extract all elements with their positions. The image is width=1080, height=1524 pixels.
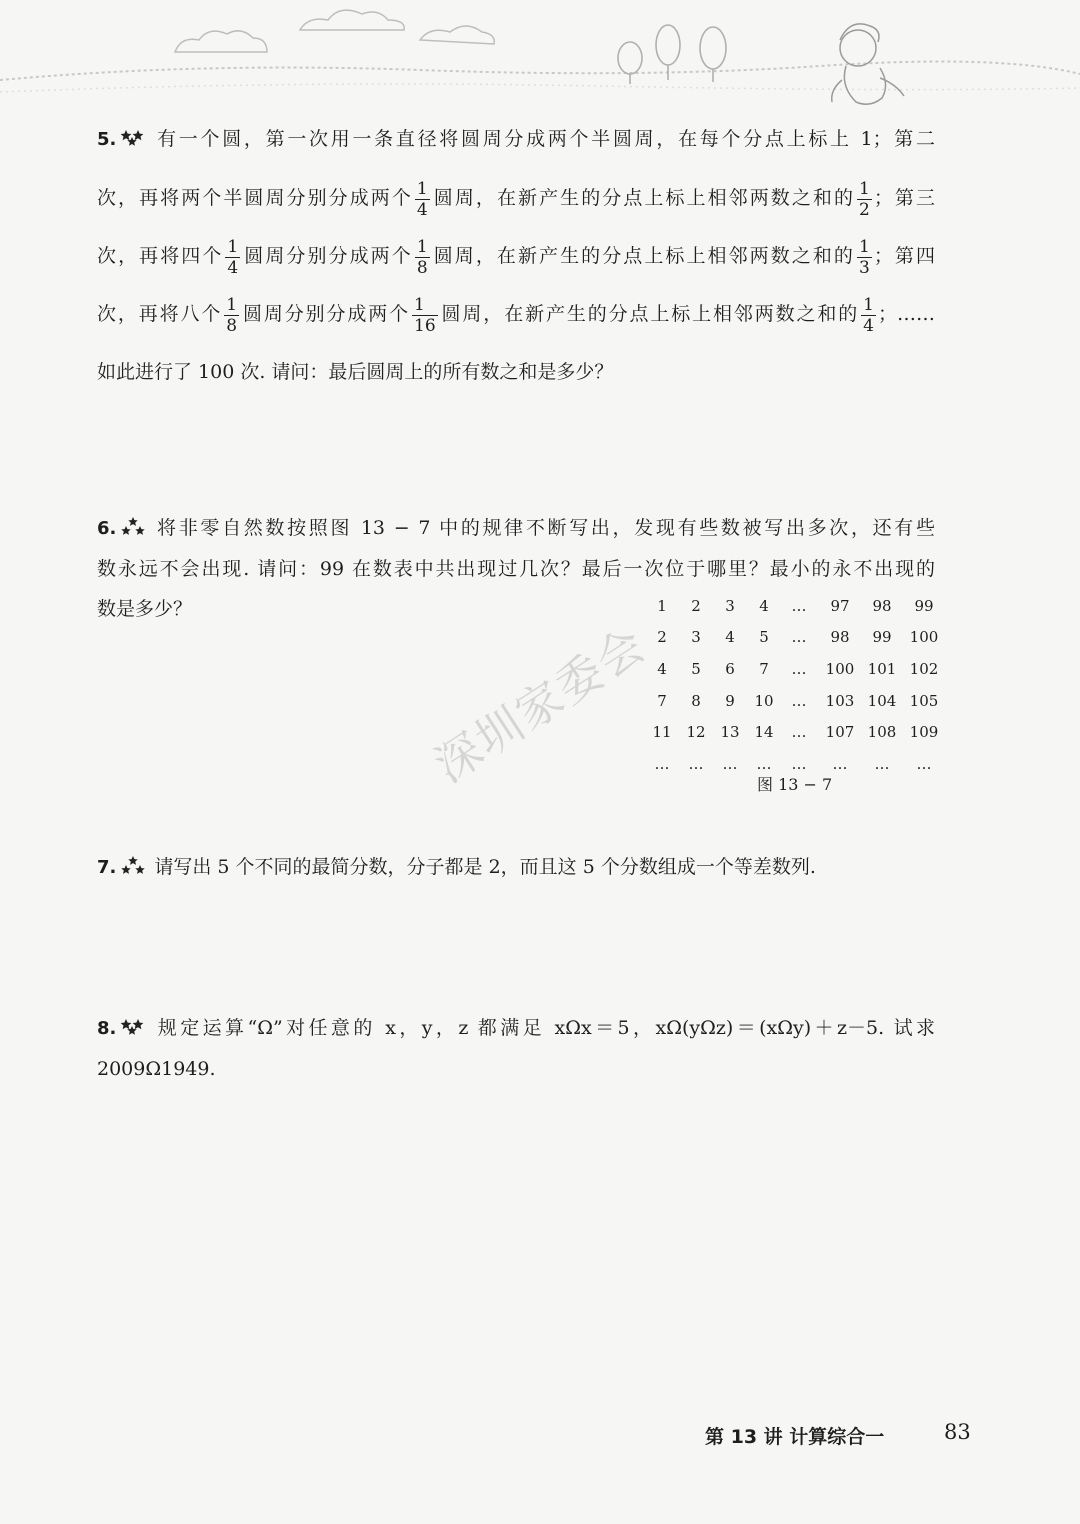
q5-text-3d: ；第四: [873, 245, 935, 267]
table-cell: 9: [725, 691, 735, 710]
cloud-icon: [175, 10, 494, 52]
fraction-1-4: $\frac{1}{4}$: [416, 178, 428, 220]
q8-text-1: 规定运算“Ω”对任意的 x，y，z 都满足 xΩx＝5，xΩ(yΩz)＝(xΩy)＋z－5. 试求: [154, 1017, 935, 1039]
table-cell: 101: [867, 659, 897, 678]
table-row: [645, 590, 947, 622]
table-cell: 10: [754, 691, 774, 710]
table-cell: 4: [725, 628, 735, 647]
question-8: [97, 1008, 935, 1089]
q5-text-2b: 圆周，在新产生的分点上标上相邻两数之和的: [431, 187, 856, 209]
q5-number: 5.: [97, 129, 117, 150]
table-cell: 98: [830, 628, 850, 647]
table-cell: 8: [691, 691, 701, 710]
q5-text-3c: 圆周，在新产生的分点上标上相邻两数之和的: [431, 245, 855, 267]
table-cell: 104: [867, 691, 897, 710]
table-cell: …: [791, 723, 807, 742]
table-cell: 4: [759, 596, 769, 615]
q5-text-3b: 圆周分别分成两个: [242, 245, 413, 267]
table-cell: 5: [759, 628, 769, 647]
table-cell: 3: [691, 628, 701, 647]
table-cell: …: [791, 659, 807, 678]
watermark: 深圳家委会: [424, 616, 656, 793]
table-cell: …: [874, 754, 890, 773]
q5-line-5: 如此进行了 100 次. 请问：最后圆周上的所有数之和是多少？: [97, 361, 614, 383]
table-cell: 13: [720, 723, 740, 742]
table-cell: 4: [657, 659, 667, 678]
page-number: 83: [944, 1420, 971, 1444]
q7-line-1: [97, 838, 935, 897]
table-cell: …: [791, 596, 807, 615]
table-cell: 103: [825, 691, 855, 710]
header-illustration: [0, 0, 1080, 120]
table-cell: 109: [909, 723, 939, 742]
table-row: [645, 685, 947, 717]
table-cell: 12: [686, 723, 706, 742]
table-cell: 7: [657, 691, 667, 710]
table-cell: 5: [691, 659, 701, 678]
table-cell: …: [688, 754, 704, 773]
q6-text-1: 将非零自然数按照图 13 − 7 中的规律不断写出，发现有些数被写出多次，还有些: [154, 517, 935, 539]
q5-text-4a: 次，再将八个: [97, 303, 223, 325]
table-row: [645, 716, 947, 748]
table-cell: 105: [909, 691, 939, 710]
fraction-1-4: $\frac{1}{4}$: [227, 236, 239, 278]
table-cell: 100: [825, 659, 855, 678]
table-cell: …: [791, 628, 807, 647]
question-5: [97, 110, 935, 401]
balloon-icon: [618, 25, 726, 84]
q5-text-4d: ；……: [877, 303, 935, 325]
fraction-1-4: $\frac{1}{4}$: [863, 294, 874, 336]
table-cell: 2: [657, 628, 667, 647]
table-cell: 99: [872, 628, 892, 647]
q7-number: 7.: [97, 857, 117, 878]
two-star-icon: [120, 128, 146, 148]
table-cell: …: [791, 754, 807, 773]
fraction-1-16: $\frac{1}{16}$: [414, 294, 436, 336]
chapter-footer: 第 13 讲 计算综合一: [705, 1426, 885, 1448]
q7-text-1: 请写出 5 个不同的最简分数，分子都是 2，而且这 5 个分数组成一个等差数列.: [154, 856, 816, 878]
table-cell: 3: [725, 596, 735, 615]
figure-caption: 图 13 − 7: [757, 775, 833, 794]
q5-text-4b: 圆周分别分成两个: [241, 303, 411, 325]
table-cell: 97: [830, 596, 850, 615]
table-cell: 1: [657, 596, 667, 615]
table-cell: 98: [872, 596, 892, 615]
table-cell: …: [832, 754, 848, 773]
question-7: [97, 838, 935, 897]
q5-text-2a: 次，再将两个半圆周分别分成两个: [97, 187, 413, 209]
table-cell: …: [791, 691, 807, 710]
table-cell: …: [654, 754, 670, 773]
fraction-1-2: $\frac{1}{2}$: [859, 178, 870, 220]
table-cell: 102: [909, 659, 939, 678]
q8-line-1: [97, 1008, 935, 1049]
two-star-icon: [120, 1017, 146, 1037]
table-cell: 7: [759, 659, 769, 678]
q5-line-3: [97, 227, 935, 285]
q5-line-4: [97, 285, 935, 343]
q5-line-2: [97, 169, 935, 227]
table-cell: 6: [725, 659, 735, 678]
table-cell: 107: [825, 723, 855, 742]
number-table: [645, 590, 947, 780]
table-row: [645, 653, 947, 685]
q5-text-4c: 圆周，在新产生的分点上标上相邻两数之和的: [439, 303, 860, 325]
table-cell: 2: [691, 596, 701, 615]
fraction-1-3: $\frac{1}{3}$: [859, 236, 870, 278]
q8-number: 8.: [97, 1018, 117, 1039]
three-star-icon: [120, 856, 146, 876]
table-cell: 14: [754, 723, 774, 742]
three-star-icon: [120, 517, 146, 537]
table-row: [645, 622, 947, 654]
q5-text-1: 有一个圆，第一次用一条直径将圆周分成两个半圆周，在每个分点上标上 1；第二: [154, 128, 935, 150]
table-cell: 108: [867, 723, 897, 742]
q6-line-3: 数是多少？: [97, 598, 193, 620]
q6-line-1: [97, 508, 935, 549]
fraction-1-8: $\frac{1}{8}$: [416, 236, 428, 278]
table-cell: 99: [914, 596, 934, 615]
q8-line-2: 2009Ω1949.: [97, 1058, 216, 1080]
q5-text-2c: ；第三: [873, 187, 935, 209]
table-cell: 11: [652, 723, 672, 742]
q6-line-2: 数永远不会出现. 请问：99 在数表中共出现过几次？最后一次位于哪里？最小的永不出现的: [97, 558, 935, 580]
table-cell: …: [756, 754, 772, 773]
q6-number: 6.: [97, 518, 117, 539]
q5-line-1: [97, 110, 935, 169]
table-cell: …: [916, 754, 932, 773]
table-cell: 100: [909, 628, 939, 647]
q5-text-3a: 次，再将四个: [97, 245, 224, 267]
fraction-1-8: $\frac{1}{8}$: [226, 294, 238, 336]
table-cell: …: [722, 754, 738, 773]
